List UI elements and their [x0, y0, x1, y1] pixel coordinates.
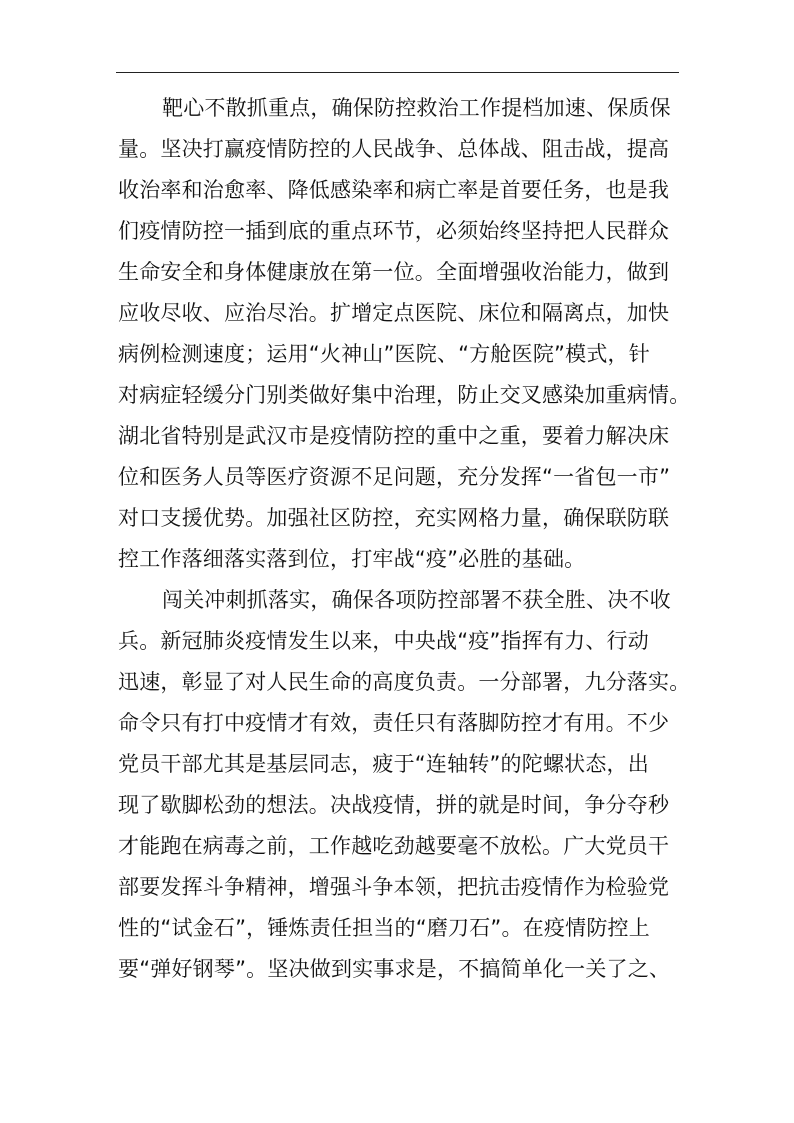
text-line: 应收尽收、应治尽治。扩增定点医院、床位和隔离点，加快	[118, 301, 670, 325]
text-line: 部要发挥斗争精神，增强斗争本领，把抗击疫情作为检验党	[118, 875, 670, 899]
text-line: 位和医务人员等医疗资源不足问题，充分发挥“一省包一市”	[118, 465, 671, 489]
text-line: 命令只有打中疫情才有效，责任只有落脚防控才有用。不少	[118, 711, 670, 735]
text-line: 兵。新冠肺炎疫情发生以来，中央战“疫”指挥有力、行动	[118, 629, 649, 653]
text-line: 才能跑在病毒之前，工作越吃劲越要毫不放松。广大党员干	[118, 834, 670, 858]
paragraph-2	[118, 580, 691, 990]
text-line: 迅速，彰显了对人民生命的高度负责。一分部署，九分落实。	[118, 670, 691, 694]
text-line: 要“弹好钢琴”。坚决做到实事求是，不搞简单化一关了之、	[118, 957, 671, 981]
text-line: 闯关冲刺抓落实，确保各项防控部署不获全胜、决不收	[162, 588, 671, 612]
text-line: 们疫情防控一插到底的重点环节，必须始终坚持把人民群众	[118, 219, 670, 243]
text-line: 党员干部尤其是基层同志，疲于“连轴转”的陀螺状态，出	[118, 752, 649, 776]
text-line: 现了歇脚松劲的想法。决战疫情，拼的就是时间，争分夺秒	[118, 793, 670, 817]
text-line: 病例检测速度；运用“火神山”医院、“方舱医院”模式，针	[118, 342, 650, 366]
text-line: 生命安全和身体健康放在第一位。全面增强收治能力，做到	[118, 260, 670, 284]
text-line: 对病症轻缓分门别类做好集中治理，防止交叉感染加重病情。	[118, 383, 691, 407]
header-rule	[116, 72, 679, 73]
text-line: 靶心不散抓重点，确保防控救治工作提档加速、保质保	[162, 96, 671, 120]
text-line: 性的“试金石”，锤炼责任担当的“磨刀石”。在疫情防控上	[118, 916, 650, 940]
paragraph-1	[118, 88, 691, 580]
text-line: 湖北省特别是武汉市是疫情防控的重中之重，要着力解决床	[118, 424, 670, 448]
text-line: 对口支援优势。加强社区防控，充实网格力量，确保联防联	[118, 506, 670, 530]
text-line: 控工作落细落实落到位，打牢战“疫”必胜的基础。	[118, 547, 586, 571]
text-line: 量。坚决打赢疫情防控的人民战争、总体战、阻击战，提高	[118, 137, 670, 161]
text-line: 收治率和治愈率、降低感染率和病亡率是首要任务，也是我	[118, 178, 670, 202]
body-text	[118, 88, 691, 990]
